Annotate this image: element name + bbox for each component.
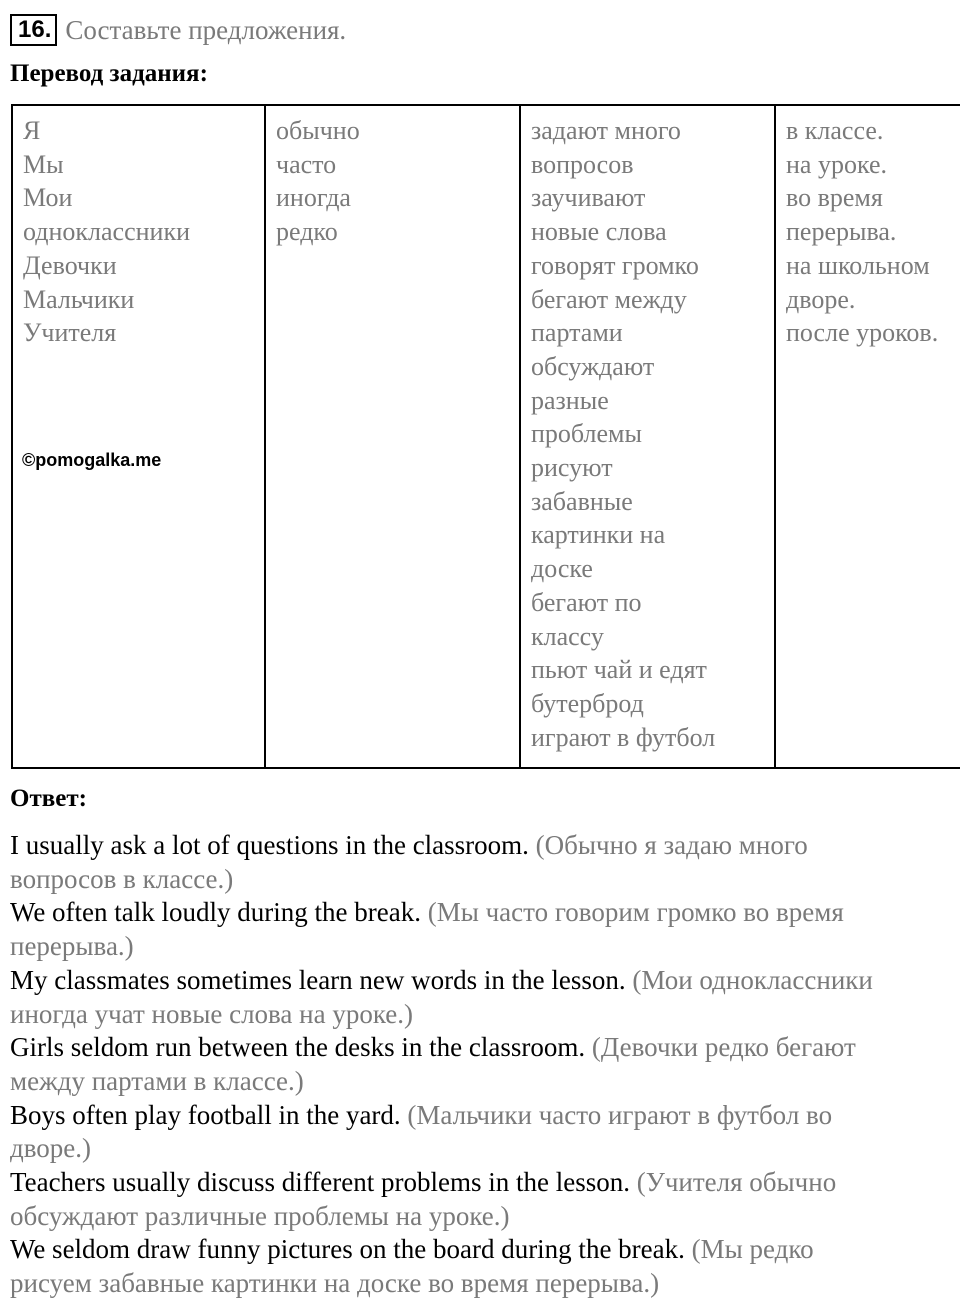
- translation-title: Перевод задания:: [10, 60, 208, 87]
- cell-line: забавные: [531, 486, 633, 516]
- answer-russian: (Мои одноклассники: [632, 964, 873, 995]
- cell-line: новые слова: [531, 217, 667, 247]
- answer-russian: иногда учат новые слова на уроке.): [10, 998, 414, 1029]
- cell-line: после уроков.: [786, 318, 939, 348]
- cell-line: играют в футбол: [531, 722, 716, 752]
- answer-russian: (Обычно я задаю много: [535, 830, 808, 860]
- cell-line: бегают по: [531, 587, 642, 617]
- answer-russian: (Учителя обычно: [636, 1167, 837, 1198]
- cell-line: Девочки: [23, 250, 117, 280]
- cell-line: Учителя: [23, 318, 117, 348]
- cell-line: иногда: [276, 183, 351, 213]
- cell-line: редко: [276, 217, 338, 247]
- cell-line: бутерброд: [531, 688, 644, 718]
- task-instruction: Составьте предложения.: [65, 14, 347, 45]
- cell-line: рисуют: [531, 453, 613, 483]
- subjects-cell: [12, 105, 265, 768]
- answer-english: We seldom draw funny pictures on the board during the break.: [10, 1234, 685, 1265]
- answer-item: [10, 1233, 950, 1300]
- cell-line: Мальчики: [23, 284, 135, 314]
- task-number-box: 16.: [10, 14, 57, 46]
- cell-line: картинки на: [531, 520, 666, 550]
- cell-line: дворе.: [786, 284, 856, 314]
- answer-russian: между партами в классе.): [10, 1065, 304, 1096]
- cell-line: вопросов: [531, 149, 634, 179]
- cell-line: партами: [531, 318, 623, 348]
- cell-line: обычно: [276, 116, 360, 145]
- answer-item: [10, 1031, 950, 1098]
- cell-line: на уроке.: [786, 149, 887, 179]
- answer-list: [10, 829, 950, 1301]
- answer-title: Ответ:: [10, 785, 87, 812]
- cell-line: доске: [531, 554, 593, 584]
- answer-russian: рисуем забавные картинки на доске во время перерыва.): [10, 1268, 660, 1299]
- answer-russian: (Девочки редко бегают: [591, 1032, 856, 1063]
- answer-english: Boys often play football in the yard.: [10, 1099, 401, 1130]
- answer-russian: дворе.): [10, 1133, 92, 1164]
- answer-item: [10, 829, 950, 896]
- phrase-table: [11, 104, 960, 769]
- watermark: ©pomogalka.me: [22, 450, 162, 470]
- answer-english: My classmates sometimes learn new words in the lesson.: [10, 964, 626, 995]
- cell-line: классу: [531, 621, 604, 651]
- cell-line: в классе.: [786, 116, 884, 145]
- cell-line: во время: [786, 183, 883, 213]
- cell-line: Мы: [23, 149, 64, 179]
- answer-russian: перерыва.): [10, 931, 134, 962]
- answer-russian: обсуждают различные проблемы на уроке.): [10, 1200, 510, 1231]
- answer-item: [10, 1166, 950, 1233]
- task-header: [10, 12, 346, 48]
- answer-russian: вопросов в классе.): [10, 863, 234, 894]
- places-cell: [775, 105, 960, 768]
- cell-line: проблемы: [531, 419, 642, 449]
- answer-english: Girls seldom run between the desks in the classroom.: [10, 1032, 586, 1063]
- answer-english: Teachers usually discuss different problems in the lesson.: [10, 1167, 630, 1198]
- cell-line: разные: [531, 385, 609, 415]
- answer-russian: (Мы часто говорим громко во время: [427, 897, 844, 928]
- answer-english: We often talk loudly during the break.: [10, 897, 421, 928]
- actions-cell: [520, 105, 775, 768]
- cell-line: одноклассники: [23, 217, 190, 247]
- answer-item: [10, 964, 950, 1031]
- cell-line: заучивают: [531, 183, 646, 213]
- answer-english: I usually ask a lot of questions in the classroom.: [10, 830, 529, 860]
- cell-line: бегают между: [531, 284, 687, 314]
- cell-line: пьют чай и едят: [531, 655, 707, 685]
- cell-line: обсуждают: [531, 351, 655, 381]
- cell-line: перерыва.: [786, 217, 897, 247]
- answer-russian: (Мы редко: [691, 1234, 814, 1265]
- frequency-cell: [265, 105, 520, 768]
- cell-line: на школьном: [786, 250, 930, 280]
- cell-line: задают много: [531, 116, 681, 145]
- answer-item: [10, 896, 950, 963]
- table-row: [12, 105, 960, 768]
- answer-item: [10, 1099, 950, 1166]
- cell-line: говорят громко: [531, 250, 699, 280]
- cell-line: Мои: [23, 183, 73, 213]
- cell-line: Я: [23, 116, 41, 145]
- cell-line: часто: [276, 149, 337, 179]
- answer-russian: (Мальчики часто играют в футбол во: [407, 1099, 833, 1130]
